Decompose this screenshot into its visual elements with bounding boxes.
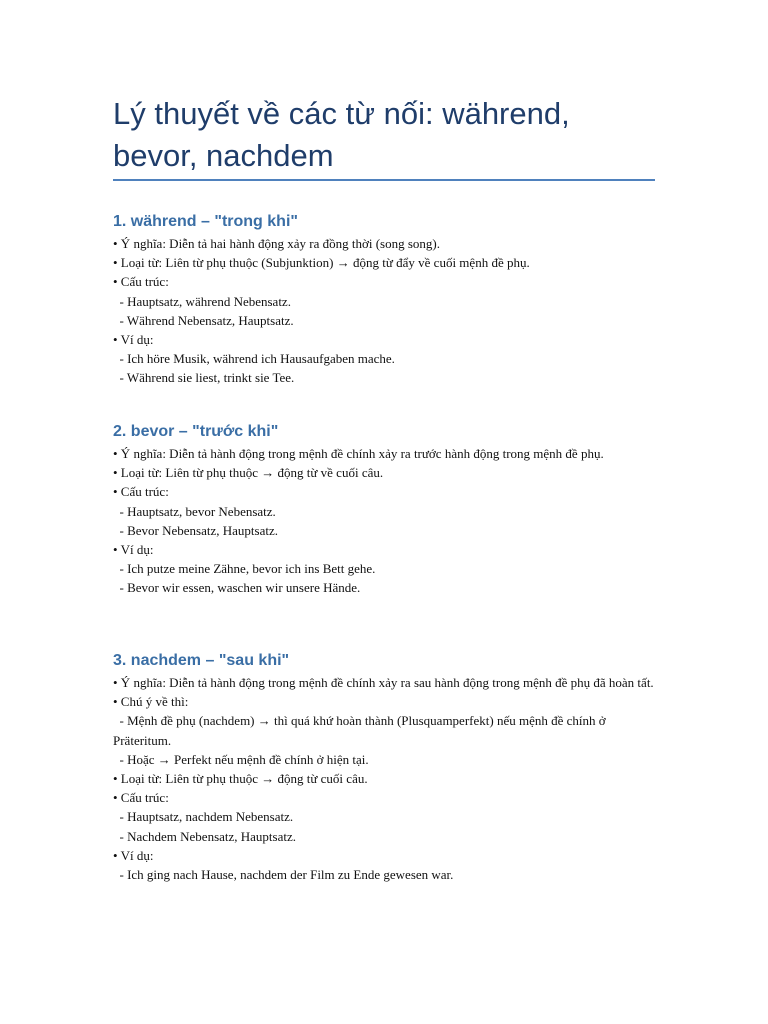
section-line: - Hauptsatz, während Nebensatz.	[113, 293, 291, 309]
section-line: • Cấu trúc:	[113, 484, 169, 500]
section-line: - Während sie liest, trinkt sie Tee.	[113, 370, 295, 386]
section-line: • Cấu trúc:	[113, 274, 169, 290]
section-line: • Loại từ: Liên từ phụ thuộc (Subjunktion) → động từ đẩy về cuối mệnh đề phụ.	[113, 255, 530, 271]
section-line: - Ich ging nach Hause, nachdem der Film zu Ende gewesen war.	[113, 867, 454, 883]
title-divider	[113, 179, 655, 181]
section-line: - Hauptsatz, bevor Nebensatz.	[113, 503, 276, 519]
section-nachdem	[113, 649, 658, 884]
section-line: • Loại từ: Liên từ phụ thuộc → động từ cuối câu.	[113, 771, 368, 787]
section-line: - Ich höre Musik, während ich Hausaufgaben mache.	[113, 351, 395, 367]
section-line: - Bevor wir essen, waschen wir unsere Hände.	[113, 580, 361, 596]
section-line: - Mệnh đề phụ (nachdem) → thì quá khứ hoàn thành (Plusquamperfekt) nếu mệnh đề chính ở Präteritum.	[113, 713, 609, 748]
section-heading: 3. nachdem – "sau khi"	[113, 652, 290, 669]
section-heading: 2. bevor – "trước khi"	[113, 423, 279, 440]
section-line: - Bevor Nebensatz, Hauptsatz.	[113, 522, 278, 538]
section-line: - Während Nebensatz, Hauptsatz.	[113, 312, 294, 328]
section-line: - Hauptsatz, nachdem Nebensatz.	[113, 809, 294, 825]
page-title: Lý thuyết về các từ nối: während, bevor, nachdem	[113, 96, 570, 173]
section-line: • Ý nghĩa: Diễn tả hành động trong mệnh đề chính xảy ra sau hành động trong mệnh đề phụ đã hoàn tất.	[113, 675, 654, 690]
section-line: • Chú ý về thì:	[113, 694, 189, 710]
section-line: • Cấu trúc:	[113, 790, 169, 806]
section-waehrend	[113, 210, 658, 388]
section-line: • Ví dụ:	[113, 542, 154, 558]
section-line: - Hoặc → Perfekt nếu mệnh đề chính ở hiện tại.	[113, 751, 369, 767]
section-bevor	[113, 420, 658, 598]
section-line: • Ví dụ:	[113, 847, 154, 863]
section-line: - Nachdem Nebensatz, Hauptsatz.	[113, 828, 297, 844]
section-line: • Ý nghĩa: Diễn tả hai hành động xảy ra đồng thời (song song).	[113, 236, 440, 251]
section-line: - Ich putze meine Zähne, bevor ich ins Bett gehe.	[113, 561, 376, 577]
section-line: • Ví dụ:	[113, 332, 154, 348]
section-heading: 1. während – "trong khi"	[113, 213, 298, 230]
section-line: • Ý nghĩa: Diễn tả hành động trong mệnh đề chính xảy ra trước hành động trong mệnh đề phụ.	[113, 446, 604, 461]
section-line: • Loại từ: Liên từ phụ thuộc → động từ về cuối câu.	[113, 465, 384, 481]
